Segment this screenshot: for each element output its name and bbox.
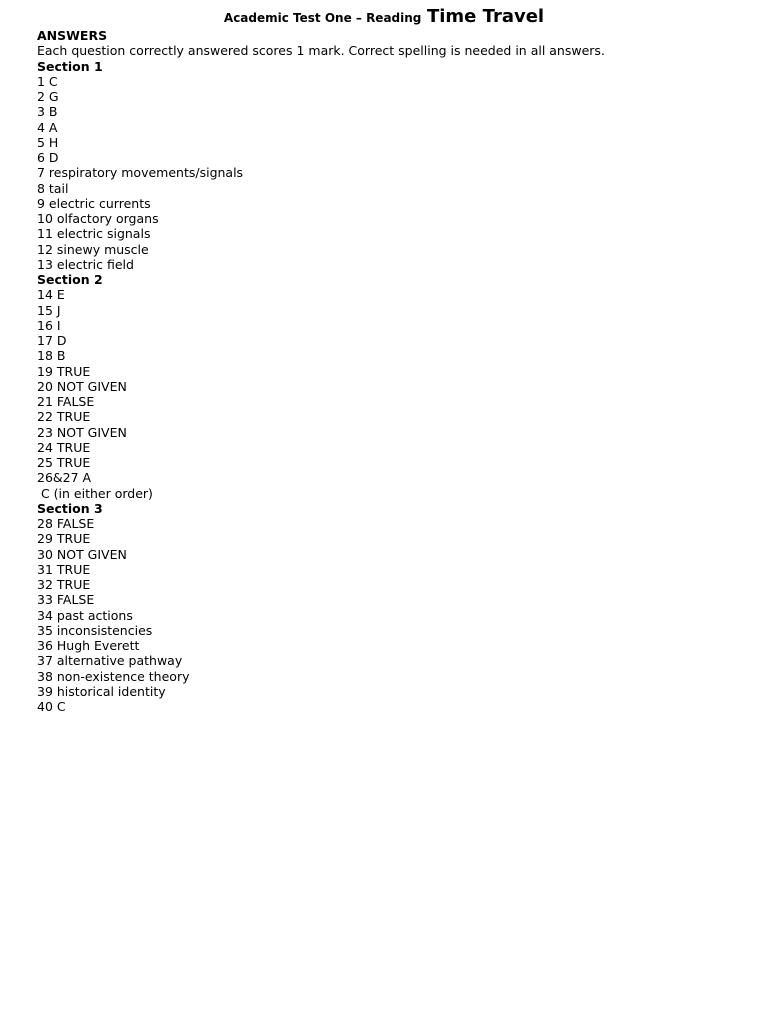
section-heading: Section 1 bbox=[37, 58, 103, 74]
answer-item: 21 FALSE bbox=[37, 394, 95, 409]
answer-item: 29 TRUE bbox=[37, 531, 91, 547]
answer-item: 15 J bbox=[37, 302, 61, 318]
answer-item: 20 NOT GIVEN bbox=[37, 378, 127, 394]
answer-item: 11 electric signals bbox=[37, 226, 151, 242]
answer-item: 40 C bbox=[37, 699, 66, 714]
answer-item: 37 alternative pathway bbox=[37, 653, 183, 669]
answer-item: 10 olfactory organs bbox=[37, 211, 159, 226]
answer-item: 17 D bbox=[37, 333, 67, 348]
answer-item: 6 D bbox=[37, 150, 59, 165]
section-heading: Section 2 bbox=[37, 272, 103, 287]
answers-heading: ANSWERS bbox=[37, 28, 108, 43]
answer-item: 25 TRUE bbox=[37, 455, 91, 470]
answer-item: 3 B bbox=[37, 104, 58, 120]
answer-item: 32 TRUE bbox=[37, 577, 91, 592]
title-main: Time Travel bbox=[426, 6, 545, 27]
answer-section bbox=[37, 272, 757, 501]
answer-section bbox=[37, 501, 757, 715]
answer-item: 35 inconsistencies bbox=[37, 622, 153, 638]
document-title bbox=[0, 6, 768, 27]
answer-item: 12 sinewy muscle bbox=[37, 241, 149, 257]
answer-item: 33 FALSE bbox=[37, 592, 95, 608]
answer-item: 34 past actions bbox=[37, 607, 133, 623]
answer-item: 5 H bbox=[37, 134, 59, 150]
answer-item: 8 tail bbox=[37, 180, 69, 196]
answer-item: 28 FALSE bbox=[37, 516, 95, 531]
answer-item: 4 A bbox=[37, 119, 58, 135]
sections-container bbox=[37, 59, 757, 715]
answer-item: 14 E bbox=[37, 287, 65, 303]
section-heading: Section 3 bbox=[37, 500, 103, 516]
answer-item: 19 TRUE bbox=[37, 363, 91, 379]
answer-item: 26&27 A bbox=[37, 470, 92, 486]
answer-item: 1 C bbox=[37, 73, 58, 89]
answer-key bbox=[37, 28, 757, 714]
answer-item: 23 NOT GIVEN bbox=[37, 424, 127, 440]
title-prefix: Academic Test One – Reading bbox=[223, 11, 422, 25]
answer-item: 7 respiratory movements/signals bbox=[37, 165, 244, 181]
answer-item: 38 non-existence theory bbox=[37, 668, 190, 684]
answer-item: 24 TRUE bbox=[37, 439, 91, 455]
answer-item: 13 electric field bbox=[37, 256, 134, 272]
answer-item: 36 Hugh Everett bbox=[37, 638, 140, 653]
answer-item: 22 TRUE bbox=[37, 409, 91, 425]
answer-item: 18 B bbox=[37, 348, 66, 364]
answer-item: 2 G bbox=[37, 89, 59, 104]
answer-item: 30 NOT GIVEN bbox=[37, 546, 127, 562]
answer-item: 9 electric currents bbox=[37, 195, 151, 211]
answer-item: 39 historical identity bbox=[37, 683, 166, 699]
instructions-text: Each question correctly answered scores 1 mark. Correct spelling is needed in all answers. bbox=[37, 43, 605, 59]
answer-section bbox=[37, 59, 757, 273]
answer-item: C (in either order) bbox=[37, 485, 153, 501]
answer-item: 16 I bbox=[37, 317, 61, 333]
answer-item: 31 TRUE bbox=[37, 561, 91, 577]
